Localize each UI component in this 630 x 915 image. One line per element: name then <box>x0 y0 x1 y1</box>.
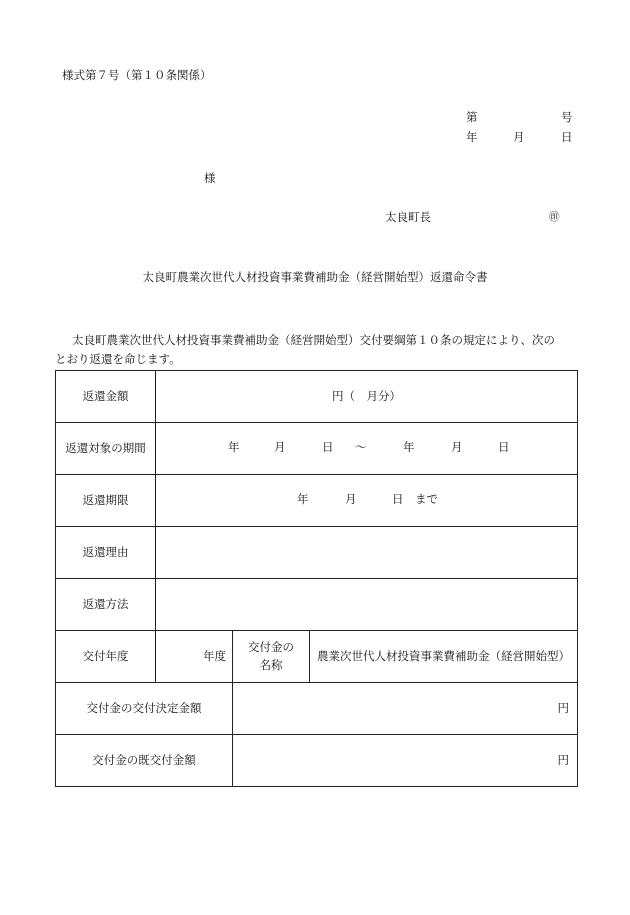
addressee-suffix: 様 <box>204 171 216 185</box>
period-month2: 月 <box>451 439 463 454</box>
deadline-year: 年 <box>297 491 309 506</box>
reason-value <box>156 527 578 579</box>
period-month1: 月 <box>274 439 286 454</box>
number-prefix: 第 <box>466 110 478 124</box>
deadline-day: 日 まで <box>392 491 438 506</box>
table-row-grant-year <box>56 631 578 683</box>
grant-name-label-line2: 名称 <box>259 657 283 672</box>
table-row-deadline <box>56 475 578 527</box>
table-row-period <box>56 423 578 475</box>
period-value <box>156 423 578 475</box>
period-day1: 日 <box>322 439 334 454</box>
number-suffix: 号 <box>561 110 573 124</box>
grant-year-label: 交付年度 <box>56 631 156 683</box>
seal-mark: ㊞ <box>549 211 560 223</box>
decision-amount-label: 交付金の交付決定金額 <box>56 683 233 735</box>
date-month: 月 <box>513 130 525 144</box>
paid-amount-label: 交付金の既交付金額 <box>56 735 233 787</box>
period-year2: 年 <box>403 439 415 454</box>
period-day2: 日 <box>498 439 510 454</box>
reason-label: 返還理由 <box>56 527 156 579</box>
table-row-decision-amount <box>56 683 578 735</box>
repayment-table <box>55 370 578 787</box>
grant-name-label-line1: 交付金の <box>248 640 294 655</box>
grant-year-value: 年度 <box>156 631 233 683</box>
issuer-name: 太良町長 <box>385 210 431 224</box>
period-label: 返還対象の期間 <box>56 423 156 475</box>
table-row-amount <box>56 371 578 423</box>
amount-label: 返還金額 <box>56 371 156 423</box>
date-year: 年 <box>466 130 478 144</box>
document-title: 太良町農業次世代人材投資事業費補助金（経営開始型）返還命令書 <box>142 270 488 284</box>
period-year1: 年 <box>228 439 240 454</box>
table-row-method <box>56 579 578 631</box>
method-value <box>156 579 578 631</box>
table-row-paid-amount <box>56 735 578 787</box>
body-text-line2: とおり返還を命じます。 <box>55 352 181 366</box>
date-day: 日 <box>561 130 573 144</box>
grant-name-label <box>233 631 310 683</box>
deadline-month: 月 <box>345 491 357 506</box>
paid-amount-value: 円 <box>233 735 578 787</box>
body-text-line1: 太良町農業次世代人材投資事業費補助金（経営開始型）交付要綱第１０条の規定により、次の <box>72 333 555 347</box>
form-number: 様式第７号（第１０条関係） <box>62 68 212 82</box>
period-tilde: ～ <box>355 439 367 454</box>
amount-value: 円（ 月分） <box>156 371 578 423</box>
decision-amount-value: 円 <box>233 683 578 735</box>
method-label: 返還方法 <box>56 579 156 631</box>
table-row-reason <box>56 527 578 579</box>
deadline-label: 返還期限 <box>56 475 156 527</box>
grant-name-value: 農業次世代人材投資事業費補助金（経営開始型） <box>310 631 578 683</box>
deadline-value <box>156 475 578 527</box>
